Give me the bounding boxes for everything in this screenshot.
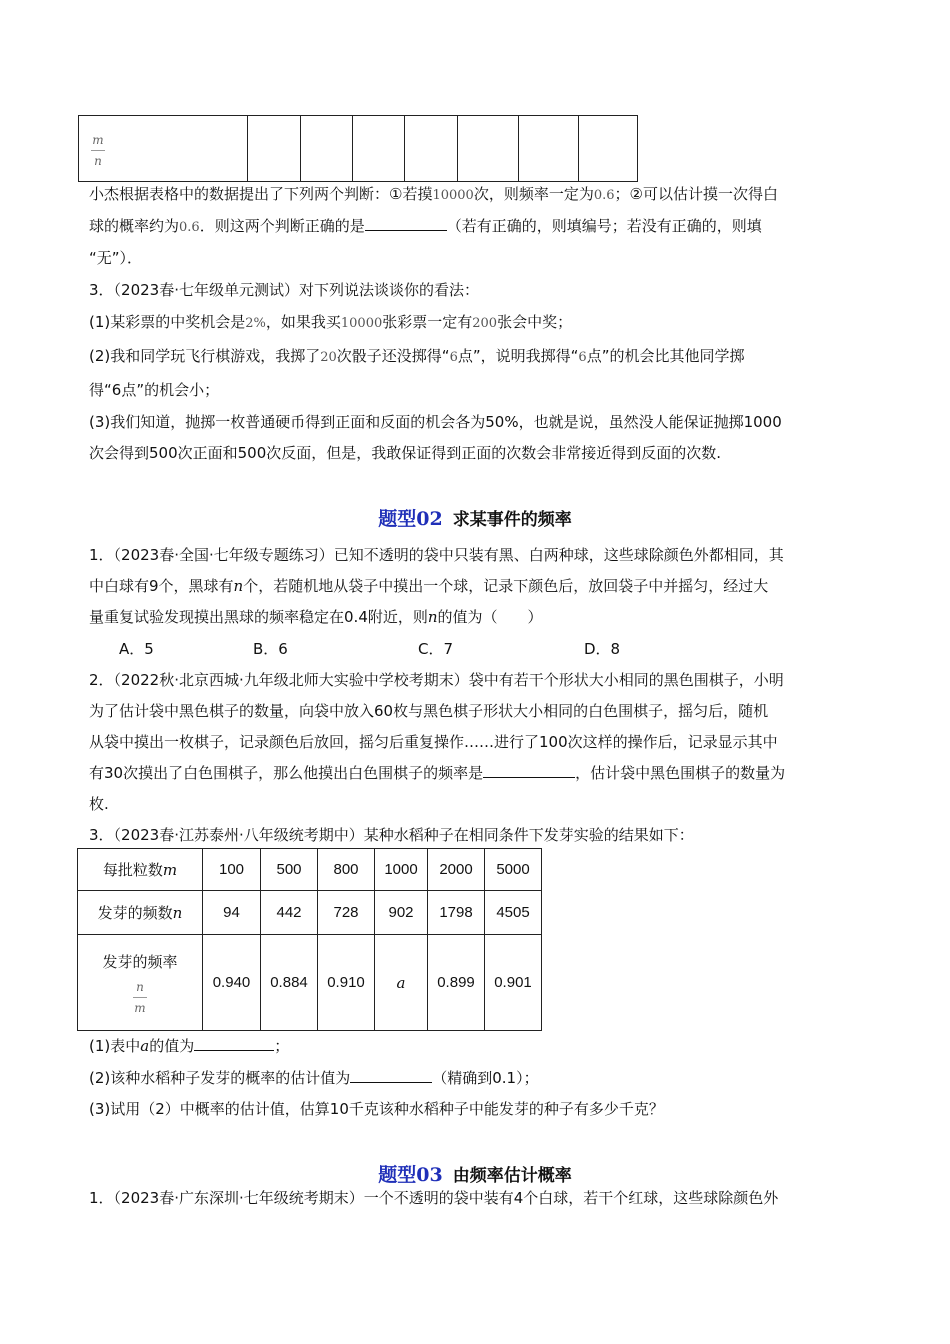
answer-blank[interactable] [350, 1068, 432, 1083]
table-cell [405, 116, 458, 182]
table-cell: 2000 [428, 849, 485, 891]
table-cell: 5000 [485, 849, 542, 891]
s2q2-line2: 为了估计袋中黑色棋子的数量，向袋中放入60枚与黑色棋子形状大小相同的白色围棋子，摇匀后，随机 [89, 702, 769, 720]
s2q1-line1: 1．（2023春·全国·七年级专题练习）已知不透明的袋中只装有黑、白两种球，这些球除颜色外都相同，其 [89, 546, 784, 564]
table-row [78, 849, 542, 891]
table-cell: 4505 [485, 891, 542, 935]
s2q2-line3: 从袋中摸出一枚棋子，记录颜色后放回，摇匀后重复操作……进行了100次这样的操作后，记录显示其中 [89, 733, 778, 751]
table-cell: 0.899 [428, 935, 485, 1031]
section-heading-02 [0, 504, 950, 531]
option-d[interactable]: D．8 [584, 640, 621, 658]
table-cell [353, 116, 405, 182]
s2q1-line2: 中白球有9个，黑球有n个，若随机地从袋子中摸出一个球，记录下颜色后，放回袋子中并摇匀，经过大 [89, 577, 769, 595]
s3q1-line1: 1．（2023春·广东深圳·七年级统考期末）一个不透明的袋中装有4个白球，若干个红球，这些球除颜色外 [89, 1189, 779, 1207]
table-cell [248, 116, 301, 182]
row-label: 每批粒数m [78, 849, 203, 891]
table-cell [301, 116, 353, 182]
answer-blank[interactable] [194, 1036, 274, 1051]
table-cell: 100 [203, 849, 261, 891]
answer-blank[interactable] [483, 763, 575, 778]
fraction-n-over-m: $\frac{n}{m}$ [134, 979, 146, 1015]
table-cell [458, 116, 519, 182]
para1-line1: 小杰根据表格中的数据提出了下列两个判断：①若摸10000次，则频率一定为0.6；②可以估计摸一次得白 [89, 185, 778, 203]
table-row [79, 116, 638, 182]
para1-line2: 球的概率约为0.6．则这两个判断正确的是 （若有正确的，则填编号；若没有正确的，则填 [89, 217, 762, 235]
table-row [78, 935, 542, 1031]
section-title: 由频率估计概率 [452, 1166, 572, 1186]
q3-heading: 3．（2023春·七年级单元测试）对下列说法谈谈你的看法： [89, 281, 479, 299]
s2q3-heading: 3．（2023春·江苏泰州·八年级统考期中）某种水稻种子在相同条件下发芽实验的结果如下： [89, 826, 694, 844]
table-cell: 0.901 [485, 935, 542, 1031]
section-heading-03 [0, 1160, 950, 1187]
table-cell [519, 116, 579, 182]
table-cell: 1000 [375, 849, 428, 891]
q3-item3-line1: (3)我们知道，抛掷一枚普通硬币得到正面和反面的机会各为50%，也就是说，虽然没人能保证抛掷1000 [89, 413, 782, 431]
s2q2-line4: 有30次摸出了白色围棋子，那么他摸出白色围棋子的频率是 ，估计袋中黑色围棋子的数量为 [89, 764, 786, 782]
s2q1-line3: 量重复试验发现摸出黑球的频率稳定在0.4附近，则n的值为（ ） [89, 608, 543, 626]
table-cell: 0.884 [261, 935, 318, 1031]
table-cell: 800 [318, 849, 375, 891]
s2q2-line1: 2．（2022秋·北京西城·九年级北师大实验中学校考期末）袋中有若干个形状大小相同的黑色围棋子，小明 [89, 671, 784, 689]
germination-table [77, 848, 542, 1031]
table-row [78, 891, 542, 935]
para1-line3: “无”）． [89, 249, 143, 267]
option-a[interactable]: A．5 [119, 640, 154, 658]
q3-item3-line2: 次会得到500次正面和500次反面，但是，我敢保证得到正面的次数会非常接近得到反面的次数. [89, 444, 722, 462]
table-cell: 0.940 [203, 935, 261, 1031]
section-tag: 题型03 [378, 1164, 443, 1186]
q3-item1: (1)某彩票的中奖机会是2%，如果我买10000张彩票一定有200张会中奖； [89, 313, 573, 331]
table-cell [579, 116, 638, 182]
answer-blank[interactable] [365, 216, 447, 231]
q3-item2-line1: (2)我和同学玩飞行棋游戏，我掷了20次骰子还没掷得“6点”，说明我掷得“6点”的机会比其他同学掷 [89, 347, 745, 365]
s2q2-line5: 枚. [89, 795, 109, 813]
row-label: 发芽的频率 $\frac{n}{m}$ [78, 935, 203, 1031]
section-tag: 题型02 [378, 508, 443, 530]
table-cell: 500 [261, 849, 318, 891]
option-b[interactable]: B．6 [253, 640, 288, 658]
option-c[interactable]: C．7 [418, 640, 454, 658]
fraction-m-over-n: $\frac{m}{n}$ [92, 132, 104, 168]
table-cell: a [375, 935, 428, 1031]
row-label: 发芽的频数n [78, 891, 203, 935]
table-cell: 0.910 [318, 935, 375, 1031]
table-cell: 1798 [428, 891, 485, 935]
table-cell: 728 [318, 891, 375, 935]
table-cell-label [79, 116, 248, 182]
s2q3-sub3: (3)试用（2）中概率的估计值，估算10千克该种水稻种子中能发芽的种子有多少千克？ [89, 1100, 664, 1118]
top-frequency-table [78, 115, 638, 182]
table-cell: 902 [375, 891, 428, 935]
table-cell: 94 [203, 891, 261, 935]
s2q3-sub1: (1)表中a的值为 ； [89, 1037, 290, 1055]
section-title: 求某事件的频率 [452, 510, 572, 530]
table-cell: 442 [261, 891, 318, 935]
s2q3-sub2: (2)该种水稻种子发芽的概率的估计值为 （精确到0.1）； [89, 1069, 539, 1087]
q3-item2-line2: 得“6点”的机会小； [89, 381, 220, 399]
